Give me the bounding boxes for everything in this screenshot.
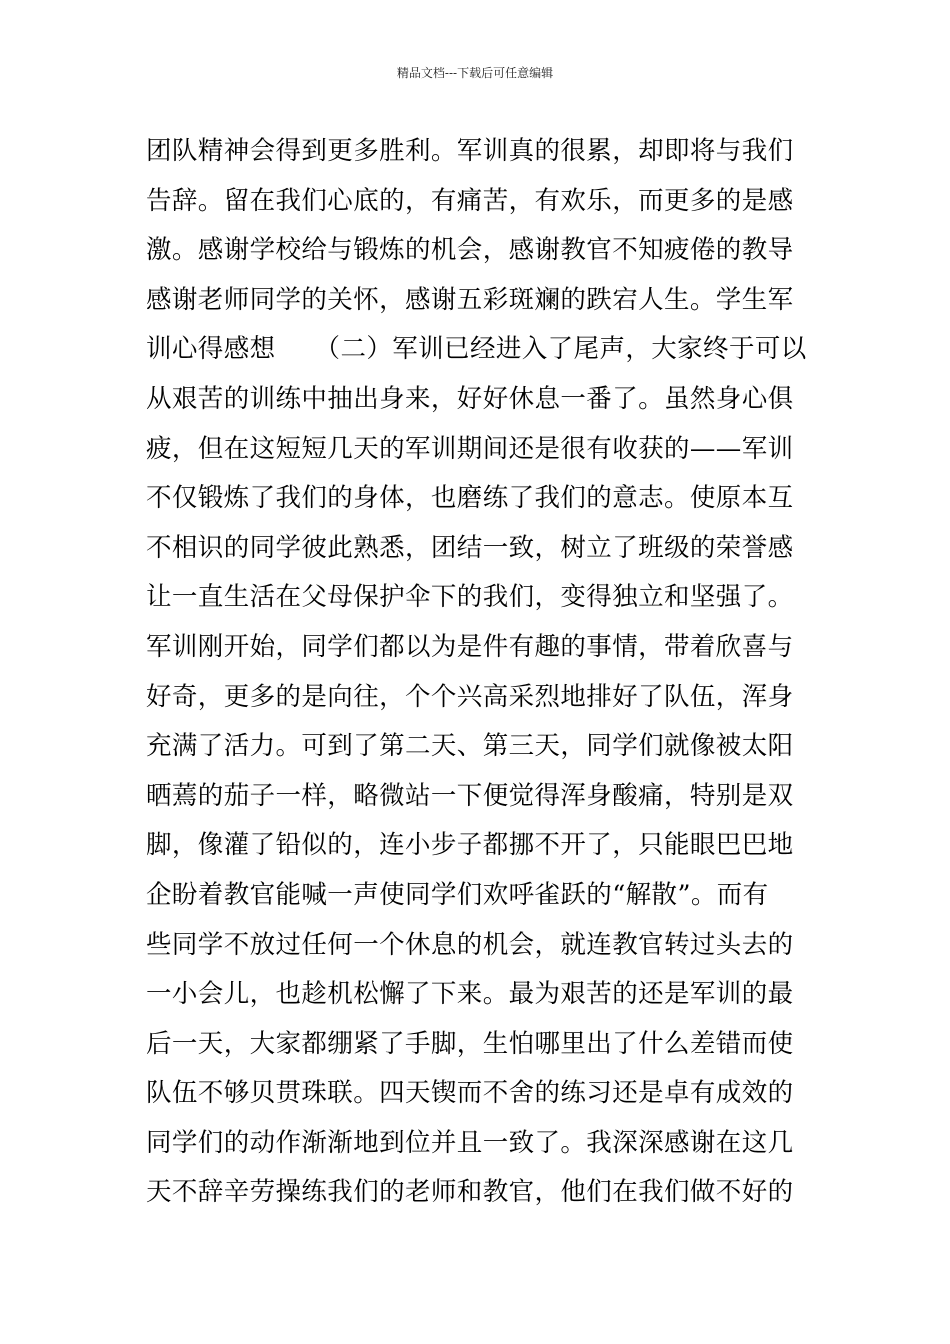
text-line: 晒蔫的茄子一样，略微站一下便觉得浑身酸痛，特别是双 [146,780,794,811]
text-line: 队伍不够贝贯珠联。四天锲而不舍的练习还是卓有成效的 [146,1078,794,1109]
text-line: 不相识的同学彼此熟悉，团结一致，树立了班级的荣誉感 [146,532,794,563]
text-line: 让一直生活在父母保护伞下的我们，变得独立和坚强了。 [146,582,794,613]
page-header: 精品文档---下载后可任意编辑 [396,66,554,80]
text-line: 一小会儿，也趁机松懈了下来。最为艰苦的还是军训的最 [146,979,794,1010]
text-line: 团队精神会得到更多胜利。军训真的很累，却即将与我们 [146,136,794,166]
text-line: 天不辞辛劳操练我们的老师和教官，他们在我们做不好的 [146,1177,794,1208]
text-line: 充满了活力。可到了第二天、第三天，同学们就像被太阳 [146,731,794,762]
text-line: 从艰苦的训练中抽出身来，好好休息一番了。虽然身心俱 [146,383,794,414]
text-line: 些同学不放过任何一个休息的机会，就连教官转过头去的 [146,929,794,960]
text-line: 后一天，大家都绷紧了手脚，生怕哪里出了什么差错而使 [146,1028,794,1059]
text-line: 告辞。留在我们心底的，有痛苦，有欢乐，而更多的是感 [146,185,794,216]
text-line: 感谢老师同学的关怀，感谢五彩斑斓的跌宕人生。学生军 [146,284,794,315]
text-line: 训心得感想 （二）军训已经进入了尾声，大家终于可以 [146,334,807,365]
text-line: 激。感谢学校给与锻炼的机会，感谢教官不知疲倦的教导 [146,235,794,266]
text-line: 脚，像灌了铅似的，连小步子都挪不开了，只能眼巴巴地 [146,830,794,861]
text-line: 同学们的动作渐渐地到位并且一致了。我深深感谢在这几 [146,1127,794,1158]
text-line: 军训刚开始，同学们都以为是件有趣的事情，带着欣喜与 [146,631,794,662]
text-line: 企盼着教官能喊一声使同学们欢呼雀跃的“解散”。而有 [146,879,769,910]
text-line: 好奇，更多的是向往，个个兴高采烈地排好了队伍，浑身 [146,681,794,712]
text-line: 不仅锻炼了我们的身体，也磨练了我们的意志。使原本互 [146,483,794,514]
body-text [146,127,816,1218]
text-line: 疲，但在这短短几天的军训期间还是很有收获的——军训 [146,433,794,464]
